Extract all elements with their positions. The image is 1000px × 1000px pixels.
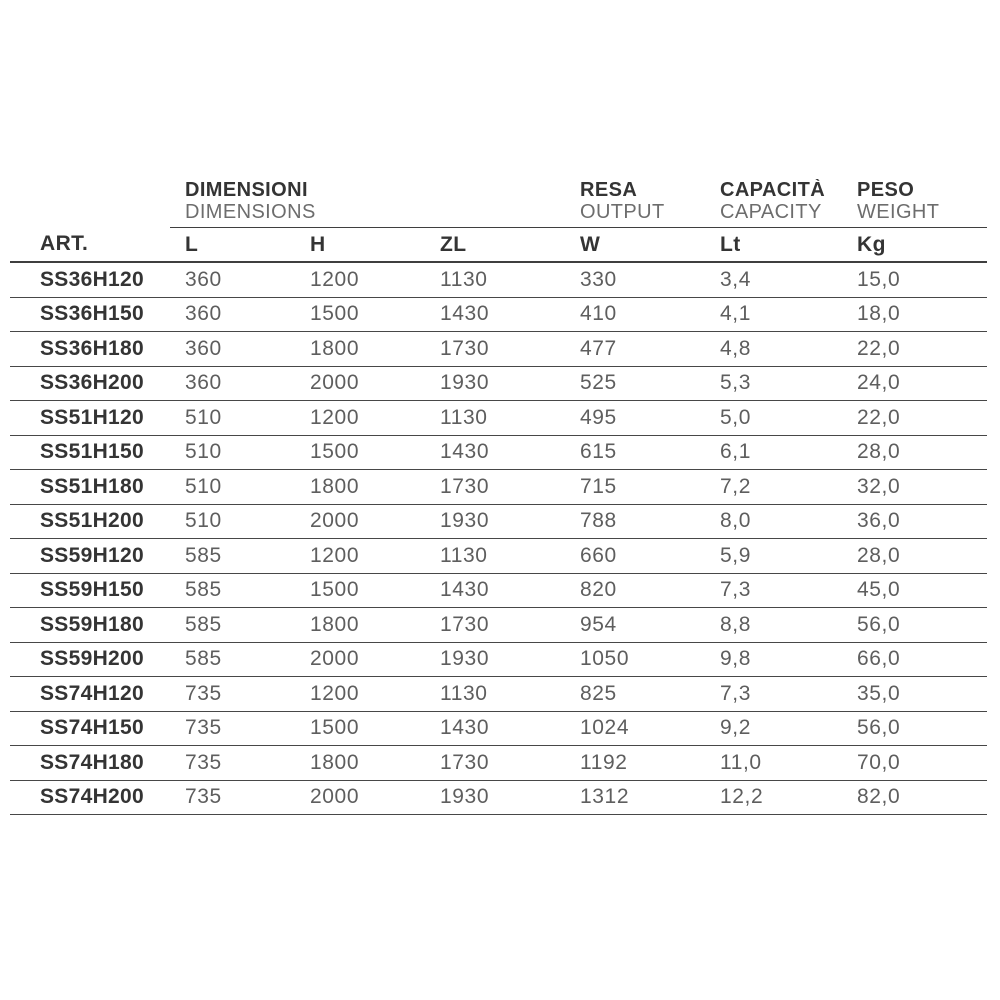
spec-value-h: 1500 (295, 297, 425, 332)
spec-value-h: 1200 (295, 539, 425, 574)
article-code: SS59H150 (10, 573, 170, 608)
spec-value-h: 2000 (295, 780, 425, 815)
table-row (10, 746, 987, 781)
table-row (10, 642, 987, 677)
article-code: SS51H200 (10, 504, 170, 539)
spec-value-l: 585 (170, 608, 295, 643)
spec-value-w: 1312 (565, 780, 705, 815)
spec-value-kg: 15,0 (842, 262, 987, 297)
spec-value-lt: 8,0 (705, 504, 842, 539)
spec-value-h: 1500 (295, 573, 425, 608)
spec-value-kg: 28,0 (842, 435, 987, 470)
spec-value-lt: 7,2 (705, 470, 842, 505)
table-row (10, 262, 987, 297)
column-header-kg: Kg (842, 228, 987, 263)
spec-value-l: 510 (170, 401, 295, 436)
column-header-art: ART. (10, 228, 170, 263)
spec-value-lt: 5,9 (705, 539, 842, 574)
spec-value-lt: 4,1 (705, 297, 842, 332)
table-row (10, 711, 987, 746)
column-header-lt: Lt (705, 228, 842, 263)
spec-value-zl: 1930 (425, 642, 565, 677)
spec-value-l: 735 (170, 746, 295, 781)
spec-value-kg: 36,0 (842, 504, 987, 539)
group-header-output (565, 179, 705, 228)
table-row (10, 608, 987, 643)
group-header-weight-secondary: WEIGHT (857, 201, 940, 223)
spec-value-l: 585 (170, 573, 295, 608)
spec-value-h: 1200 (295, 677, 425, 712)
article-code: SS59H200 (10, 642, 170, 677)
article-code: SS36H200 (10, 366, 170, 401)
spec-value-lt: 12,2 (705, 780, 842, 815)
spec-value-w: 820 (565, 573, 705, 608)
spec-value-w: 410 (565, 297, 705, 332)
spec-value-w: 615 (565, 435, 705, 470)
spec-value-w: 788 (565, 504, 705, 539)
article-code: SS74H200 (10, 780, 170, 815)
spec-value-lt: 6,1 (705, 435, 842, 470)
article-code: SS74H150 (10, 711, 170, 746)
spec-value-zl: 1130 (425, 401, 565, 436)
column-header-row (10, 228, 987, 263)
spec-value-w: 825 (565, 677, 705, 712)
table-row (10, 677, 987, 712)
article-code: SS36H120 (10, 262, 170, 297)
spec-value-lt: 9,8 (705, 642, 842, 677)
table-row (10, 401, 987, 436)
spec-value-zl: 1430 (425, 435, 565, 470)
spec-value-zl: 1130 (425, 677, 565, 712)
article-code: SS74H180 (10, 746, 170, 781)
group-header-capacity-secondary: CAPACITY (720, 201, 822, 223)
spec-sheet (10, 179, 987, 815)
group-header-dimensions (170, 179, 565, 228)
table-row (10, 504, 987, 539)
spec-value-l: 735 (170, 780, 295, 815)
spec-value-lt: 3,4 (705, 262, 842, 297)
spec-value-w: 954 (565, 608, 705, 643)
table-row (10, 539, 987, 574)
spec-value-kg: 45,0 (842, 573, 987, 608)
column-header-l: L (170, 228, 295, 263)
spec-value-zl: 1930 (425, 504, 565, 539)
spec-value-h: 1500 (295, 435, 425, 470)
spec-value-l: 360 (170, 262, 295, 297)
spec-value-h: 2000 (295, 366, 425, 401)
spec-value-kg: 56,0 (842, 711, 987, 746)
article-code: SS36H180 (10, 332, 170, 367)
article-code: SS59H120 (10, 539, 170, 574)
spec-value-w: 1050 (565, 642, 705, 677)
spec-value-h: 1200 (295, 262, 425, 297)
spec-value-h: 1800 (295, 470, 425, 505)
table-row (10, 332, 987, 367)
spec-value-l: 510 (170, 504, 295, 539)
spec-value-kg: 56,0 (842, 608, 987, 643)
spec-value-w: 1024 (565, 711, 705, 746)
spec-value-zl: 1130 (425, 539, 565, 574)
spec-value-zl: 1730 (425, 332, 565, 367)
spec-value-w: 477 (565, 332, 705, 367)
column-header-h: H (295, 228, 425, 263)
spec-value-lt: 11,0 (705, 746, 842, 781)
spec-value-w: 330 (565, 262, 705, 297)
group-header-dimensions-primary: DIMENSIONI (185, 179, 308, 201)
group-header-weight (842, 179, 987, 228)
group-header-capacity-primary: CAPACITÀ (720, 179, 826, 201)
table-row (10, 573, 987, 608)
spec-value-l: 510 (170, 435, 295, 470)
specifications-table (10, 179, 987, 815)
spec-value-zl: 1430 (425, 711, 565, 746)
spec-value-w: 1192 (565, 746, 705, 781)
spec-value-l: 585 (170, 642, 295, 677)
spec-value-kg: 35,0 (842, 677, 987, 712)
spec-value-kg: 66,0 (842, 642, 987, 677)
article-code: SS51H180 (10, 470, 170, 505)
spec-value-lt: 9,2 (705, 711, 842, 746)
spec-value-w: 660 (565, 539, 705, 574)
column-header-w: W (565, 228, 705, 263)
spec-value-zl: 1730 (425, 608, 565, 643)
spec-value-h: 1200 (295, 401, 425, 436)
spec-value-h: 1500 (295, 711, 425, 746)
table-row (10, 780, 987, 815)
group-header-dimensions-secondary: DIMENSIONS (185, 201, 316, 223)
spec-value-h: 1800 (295, 608, 425, 643)
spec-value-kg: 22,0 (842, 401, 987, 436)
table-body (10, 262, 987, 815)
spec-value-lt: 5,3 (705, 366, 842, 401)
spec-value-l: 735 (170, 711, 295, 746)
spec-value-l: 585 (170, 539, 295, 574)
spec-value-zl: 1430 (425, 573, 565, 608)
spec-value-lt: 4,8 (705, 332, 842, 367)
spec-value-lt: 7,3 (705, 573, 842, 608)
spec-value-h: 1800 (295, 332, 425, 367)
spec-value-lt: 8,8 (705, 608, 842, 643)
spec-value-kg: 22,0 (842, 332, 987, 367)
table-row (10, 435, 987, 470)
group-header-spacer (10, 179, 170, 228)
article-code: SS74H120 (10, 677, 170, 712)
table-row (10, 297, 987, 332)
spec-value-l: 360 (170, 332, 295, 367)
article-code: SS36H150 (10, 297, 170, 332)
spec-value-zl: 1930 (425, 366, 565, 401)
spec-value-l: 360 (170, 366, 295, 401)
spec-value-w: 715 (565, 470, 705, 505)
spec-value-lt: 7,3 (705, 677, 842, 712)
group-header-output-secondary: OUTPUT (580, 201, 665, 223)
spec-value-zl: 1730 (425, 470, 565, 505)
table-row (10, 470, 987, 505)
spec-value-l: 360 (170, 297, 295, 332)
group-header-capacity (705, 179, 842, 228)
article-code: SS51H150 (10, 435, 170, 470)
spec-value-kg: 32,0 (842, 470, 987, 505)
spec-value-zl: 1730 (425, 746, 565, 781)
spec-value-kg: 70,0 (842, 746, 987, 781)
spec-value-kg: 82,0 (842, 780, 987, 815)
spec-value-lt: 5,0 (705, 401, 842, 436)
spec-value-zl: 1930 (425, 780, 565, 815)
article-code: SS51H120 (10, 401, 170, 436)
spec-value-h: 2000 (295, 642, 425, 677)
table-row (10, 366, 987, 401)
spec-value-w: 495 (565, 401, 705, 436)
spec-value-h: 2000 (295, 504, 425, 539)
group-header-output-primary: RESA (580, 179, 638, 201)
spec-value-l: 735 (170, 677, 295, 712)
spec-value-kg: 28,0 (842, 539, 987, 574)
spec-value-zl: 1430 (425, 297, 565, 332)
article-code: SS59H180 (10, 608, 170, 643)
spec-value-w: 525 (565, 366, 705, 401)
spec-value-kg: 24,0 (842, 366, 987, 401)
column-header-zl: ZL (425, 228, 565, 263)
group-header-row (10, 179, 987, 228)
group-header-weight-primary: PESO (857, 179, 915, 201)
spec-value-zl: 1130 (425, 262, 565, 297)
spec-value-l: 510 (170, 470, 295, 505)
spec-value-h: 1800 (295, 746, 425, 781)
spec-value-kg: 18,0 (842, 297, 987, 332)
